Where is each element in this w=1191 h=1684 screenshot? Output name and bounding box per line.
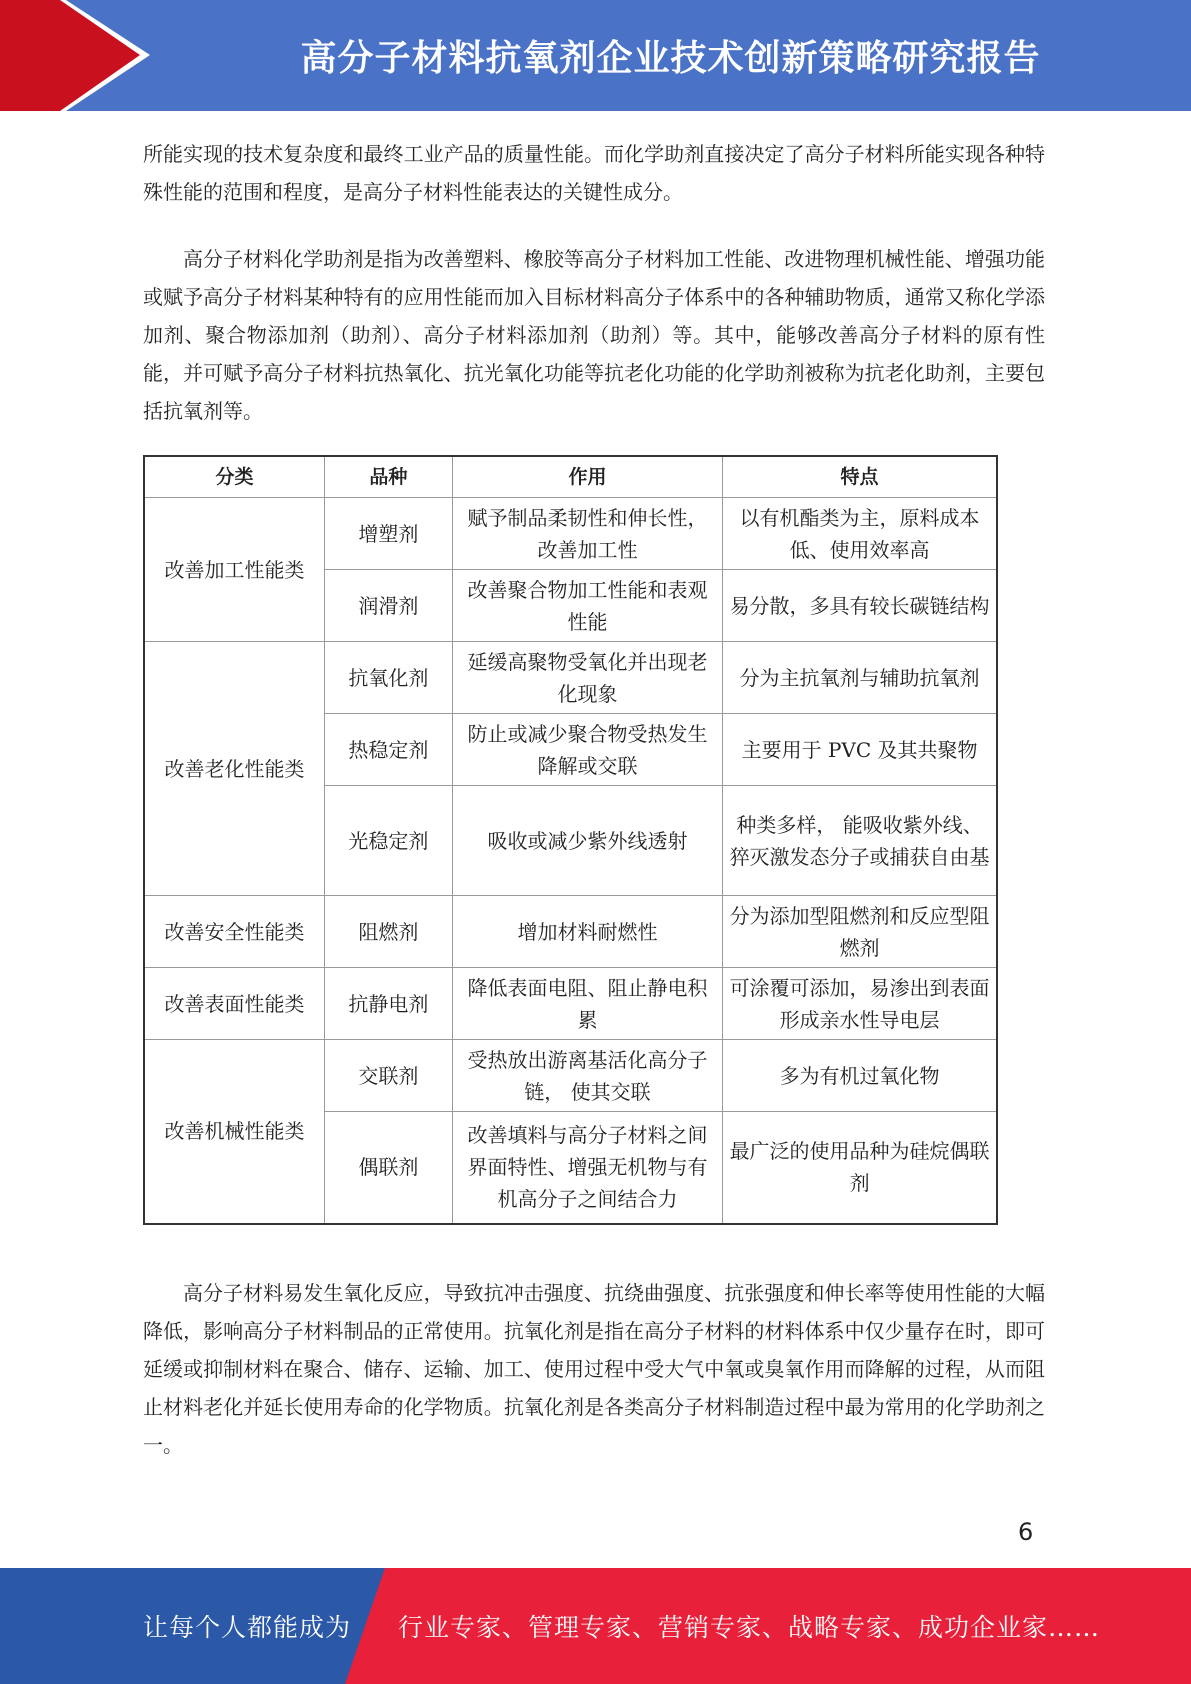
function-cell: 防止或减少聚合物受热发生降解或交联 — [452, 714, 722, 786]
category-cell: 改善表面性能类 — [144, 968, 325, 1040]
page-header — [0, 0, 1191, 111]
table-header-row — [144, 456, 997, 498]
header-function: 作用 — [452, 456, 722, 498]
header-variety: 品种 — [325, 456, 453, 498]
variety-cell: 阻燃剂 — [325, 896, 453, 968]
variety-cell: 偶联剂 — [325, 1112, 453, 1224]
function-cell: 增加材料耐燃性 — [452, 896, 722, 968]
feature-cell: 可涂覆可添加，易渗出到表面形成亲水性导电层 — [723, 968, 997, 1040]
footer-slogan-right: 行业专家、管理专家、营销专家、战略专家、成功企业家…… — [398, 1613, 1101, 1642]
variety-cell: 增塑剂 — [325, 498, 453, 570]
footer-slogan-left: 让每个人都能成为 — [143, 1613, 352, 1642]
variety-cell: 抗氧化剂 — [325, 642, 453, 714]
category-cell: 改善老化性能类 — [144, 642, 325, 896]
variety-cell: 交联剂 — [325, 1040, 453, 1112]
feature-cell: 易分散，多具有较长碳链结构 — [723, 570, 997, 642]
page-footer — [0, 1568, 1191, 1684]
category-cell: 改善机械性能类 — [144, 1040, 325, 1224]
function-cell: 赋予制品柔韧性和伸长性，改善加工性 — [452, 498, 722, 570]
feature-cell: 多为有机过氧化物 — [723, 1040, 997, 1112]
table-row — [144, 498, 997, 570]
table-row — [144, 968, 997, 1040]
table-row — [144, 896, 997, 968]
header-feature: 特点 — [723, 456, 997, 498]
feature-cell: 分为添加型阻燃剂和反应型阻燃剂 — [723, 896, 997, 968]
paragraph-3: 高分子材料易发生氧化反应，导致抗冲击强度、抗绕曲强度、抗张强度和伸长率等使用性能的大幅降低，影响高分子材料制品的正常使用。抗氧化剂是指在高分子材料的材料体系中仅少量存在时，即可延缓或抑制材料在聚合、储存、运输、加工、使用过程中受大气中氧或臭氧作用而降解的过程，从而阻止材料老化并延长使用寿命的化学物质。抗氧化剂是各类高分子材料制造过程中最为常用的化学助剂之一。 — [143, 1281, 1045, 1457]
function-cell: 改善聚合物加工性能和表观性能 — [452, 570, 722, 642]
variety-cell: 光稳定剂 — [325, 786, 453, 896]
function-cell: 降低表面电阻、阻止静电积累 — [452, 968, 722, 1040]
feature-cell: 分为主抗氧剂与辅助抗氧剂 — [723, 642, 997, 714]
variety-cell: 抗静电剂 — [325, 968, 453, 1040]
function-cell: 吸收或减少紫外线透射 — [452, 786, 722, 896]
feature-cell: 主要用于 PVC 及其共聚物 — [723, 714, 997, 786]
table-row — [144, 1040, 997, 1112]
paragraph-2: 高分子材料化学助剂是指为改善塑料、橡胶等高分子材料加工性能、改进物理机械性能、增强功能或赋予高分子材料某种特有的应用性能而加入目标材料高分子体系中的各种辅助物质，通常又称化学添加剂、聚合物添加剂（助剂）、高分子材料添加剂（助剂）等。其中，能够改善高分子材料的原有性能，并可赋予高分子材料抗热氧化、抗光氧化功能等抗老化功能的化学助剂被称为抗老化助剂，主要包括抗氧剂等。 — [143, 247, 1045, 423]
feature-cell: 以有机酯类为主，原料成本低、使用效率高 — [723, 498, 997, 570]
feature-cell: 最广泛的使用品种为硅烷偶联剂 — [723, 1112, 997, 1224]
additive-classification-table — [143, 455, 998, 1225]
variety-cell: 润滑剂 — [325, 570, 453, 642]
header-arrow-decoration — [0, 0, 160, 111]
category-cell: 改善加工性能类 — [144, 498, 325, 642]
function-cell: 改善填料与高分子材料之间界面特性、增强无机物与有机高分子之间结合力 — [452, 1112, 722, 1224]
header-category: 分类 — [144, 456, 325, 498]
function-cell: 延缓高聚物受氧化并出现老化现象 — [452, 642, 722, 714]
function-cell: 受热放出游离基活化高分子链， 使其交联 — [452, 1040, 722, 1112]
variety-cell: 热稳定剂 — [325, 714, 453, 786]
paragraph-1: 所能实现的技术复杂度和最终工业产品的质量性能。而化学助剂直接决定了高分子材料所能实现各种特殊性能的范围和程度，是高分子材料性能表达的关键性成分。 — [143, 142, 1045, 204]
table-row — [144, 642, 997, 714]
report-title: 高分子材料抗氧剂企业技术创新策略研究报告 — [300, 38, 1041, 79]
page-number: 6 — [1018, 1518, 1034, 1546]
feature-cell: 种类多样， 能吸收紫外线、猝灭激发态分子或捕获自由基 — [723, 786, 997, 896]
category-cell: 改善安全性能类 — [144, 896, 325, 968]
